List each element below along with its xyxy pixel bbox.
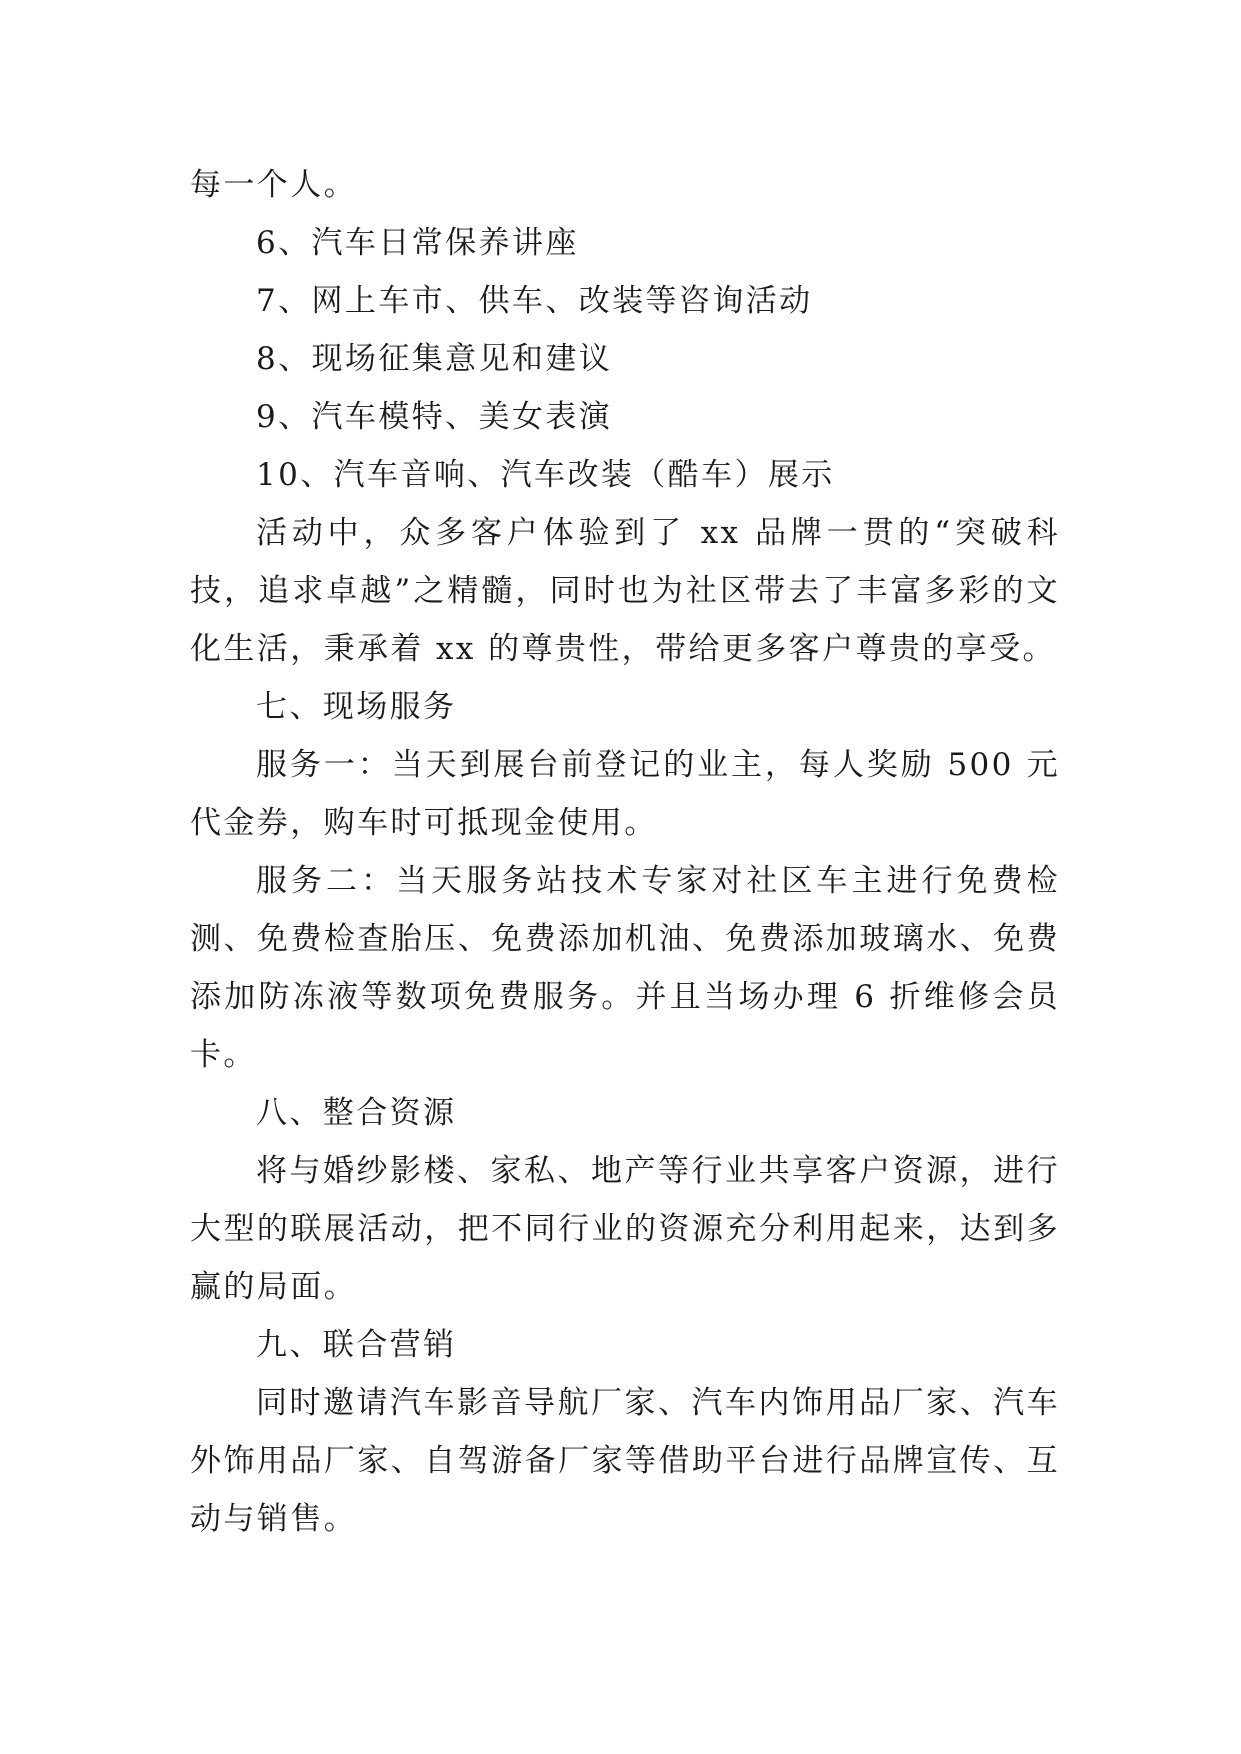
section-heading-onsite-service: 七、现场服务 [256,689,457,725]
list-item-9: 9、汽车模特、美女表演 [256,399,613,435]
section-heading-joint-marketing: 九、联合营销 [256,1327,457,1363]
list-item-8: 8、现场征集意见和建议 [256,341,613,377]
list-item-6: 6、汽车日常保养讲座 [256,225,579,261]
paragraph-continuation: 每一个人。 [190,167,357,203]
paragraph-joint-marketing: 同时邀请汽车影音导航厂家、汽车内饰用品厂家、汽车外饰用品厂家、自驾游备厂家等借助平台进行品牌宣传、互动与销售。 [190,1385,1060,1537]
paragraph-service-one: 服务一：当天到展台前登记的业主，每人奖励 500 元代金券，购车时可抵现金使用。 [190,747,1060,841]
list-item-10: 10、汽车音响、汽车改装（酷车）展示 [256,457,835,493]
list-item-7: 7、网上车市、供车、改装等咨询活动 [256,283,813,319]
paragraph-service-two: 服务二：当天服务站技术专家对社区车主进行免费检测、免费检查胎压、免费添加机油、免费添加玻璃水、免费添加防冻液等数项免费服务。并且当场办理 6 折维修会员卡。 [190,863,1060,1073]
section-heading-integrate-resources: 八、整合资源 [256,1095,457,1131]
paragraph-integrate-resources: 将与婚纱影楼、家私、地产等行业共享客户资源，进行大型的联展活动，把不同行业的资源充分利用起来，达到多赢的局面。 [190,1153,1060,1305]
paragraph-activity-summary: 活动中，众多客户体验到了 xx 品牌一贯的“突破科技，追求卓越”之精髓，同时也为社区带去了丰富多彩的文化生活，秉承着 xx 的尊贵性，带给更多客户尊贵的享受。 [190,515,1060,667]
document-body [190,156,1060,1548]
